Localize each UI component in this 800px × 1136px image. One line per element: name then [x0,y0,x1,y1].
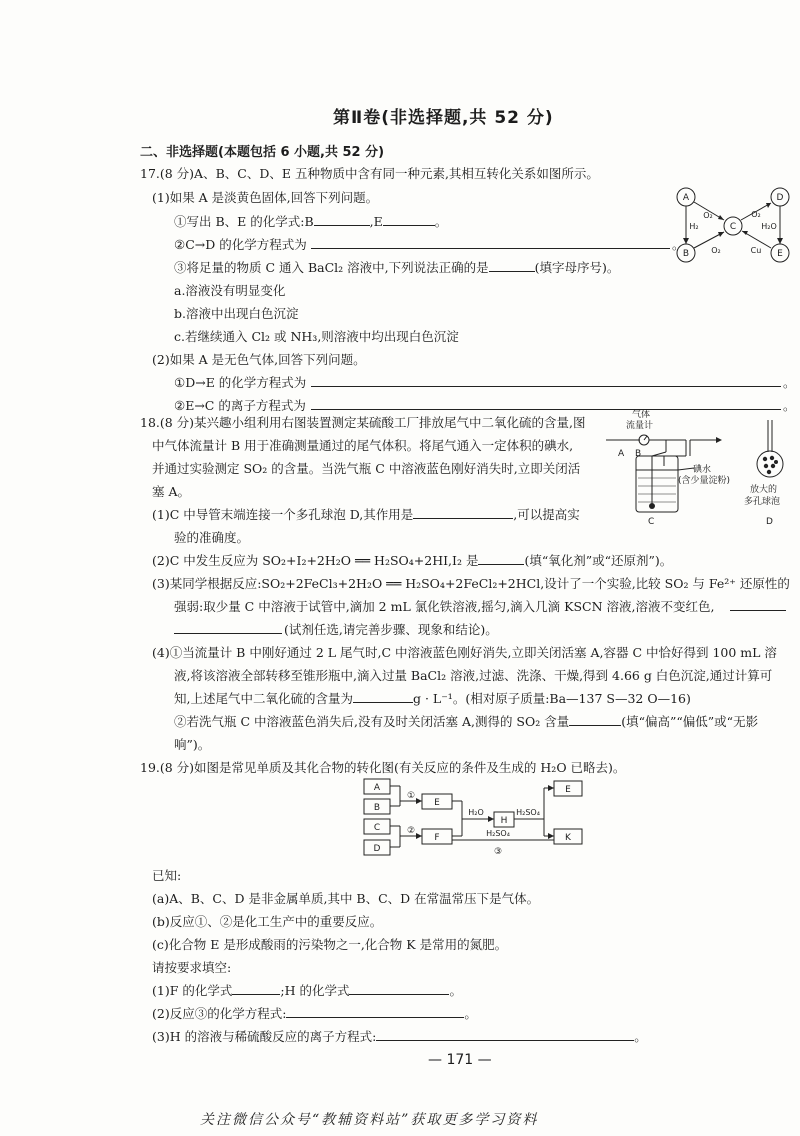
q19-reaction-1-label: ① [406,791,416,801]
q19-reaction-3-label: ③ [493,847,503,857]
q18-p4-line5: 响”)。 [174,737,211,752]
q17-edge-label-ec: Cu [750,246,762,255]
q17-p1-1-end: 。 [434,214,448,229]
q18-line-3: 并通过实验测定 SO₂ 的含量。当洗气瓶 C 中溶液蓝色刚好消失时,立即关闭活 [152,461,581,476]
q17-node-d-label: D [776,193,784,203]
q19-box-e1-label: E [434,798,440,808]
q18-p4-3-prefix: 知,上述尾气中二氧化硫的含量为 [174,691,353,706]
footer-note: 关注微信公众号“教辅资料站”获取更多学习资料 [200,1112,539,1128]
q19-box-f-label: F [434,833,440,843]
q19-known: 已知: [152,868,182,883]
q19-request: 请按要求填空: [152,960,232,975]
q17-option-c: c.若继续通入 Cl₂ 或 NH₃,则溶液中均出现白色沉淀 [174,329,459,344]
q17-p1-3-prefix: ③将足量的物质 C 通入 BaCl₂ 溶液中,下列说法正确的是 [174,260,489,275]
q18-p1-prefix: (1)C 中导管末端连接一个多孔球泡 D,其作用是 [152,507,414,522]
q19-fill-2 [152,1004,477,1022]
q17-dot-1: 。 [672,237,685,252]
q17-stem: 17.(8 分)A、B、C、D、E 五种物质中含有同一种元素,其相互转化关系如图所示。 [140,166,599,181]
q19-known-b: (b)反应①、②是化工生产中的重要反应。 [152,914,383,929]
q19-box-a-label: A [373,783,381,793]
q18-bottle-c-label: C [648,517,655,526]
q18-line-2: 中气体流量计 B 用于准确测量通过的尾气体积。将尾气通入一定体积的碘水, [152,438,574,453]
q19-blank-equation[interactable] [286,1005,464,1018]
q19-fill-3-end: 。 [634,1029,647,1044]
q18-p4-3-suffix: g · L⁻¹。(相对原子质量:Ba—137 S—32 O—16) [412,691,691,706]
q17-p2-2: ②E→C 的离子方程式为 [174,398,306,413]
q19-fill-2-end: 。 [464,1006,477,1021]
q18-line-1: 18.(8 分)某兴趣小组利用右图装置测定某硫酸工厂排放尾气中二氧化硫的含量,图 [140,415,586,430]
q17-p1-1-prefix: ①写出 B、E 的化学式:B [174,214,314,229]
q18-p4-line2: 液,将该溶液全部转移至锥形瓶中,滴入过量 BaCl₂ 溶液,过滤、洗涤、干燥,得到 4.66 g 白色沉淀,通过计算可 [174,668,773,683]
q19-h2so4-label-2: H₂SO₄ [486,829,510,838]
q19-stem: 19.(8 分)如图是常见单质及其化合物的转化图(有关反应的条件及生成的 H₂O 已略去)。 [140,760,626,775]
q19-fill-2-prefix: (2)反应③的化学方程式: [152,1006,287,1021]
q17-answer-line-cd[interactable] [311,248,670,249]
q19-box-e2-label: E [565,785,571,795]
q19-known-c: (c)化合物 E 是形成酸雨的污染物之一,化合物 K 是常用的氮肥。 [152,937,508,952]
q19-h2o-label: H₂O [468,808,484,817]
q18-apparatus-diagram [606,408,798,526]
q18-answer-line-3a[interactable] [730,610,786,611]
q18-p4-4-prefix: ②若洗气瓶 C 中溶液蓝色消失后,没有及时关闭活塞 A,测得的 SO₂ 含量 [174,714,570,729]
q19-fill-1-mid: ;H 的化学式 [280,983,350,998]
q17-node-b-label: B [682,249,690,259]
q17-part2: (2)如果 A 是无色气体,回答下列问题。 [152,352,366,367]
q17-p1-1 [174,212,447,230]
q18-p4-line4 [174,712,758,730]
q19-known-a: (a)A、B、C、D 是非金属单质,其中 B、C、D 在常温常压下是气体。 [152,891,540,906]
q19-h2so4-label-1: H₂SO₄ [516,808,540,817]
q18-meter-label-2: 流量计 [626,421,654,431]
q19-box-k-label: K [565,833,571,843]
q18-iodine-label-1: 碘水 [693,465,712,475]
q19-box-b-label: B [373,803,381,813]
q17-node-e-label: E [777,249,783,259]
q17-p1-1-mid: ,E [369,214,383,229]
q18-blank-agent[interactable] [478,552,524,565]
q18-p4-line3 [174,689,691,707]
q18-iodine-label-2: (含少量淀粉) [678,476,731,486]
page-number: — 171 — [428,1052,492,1068]
q17-dot-3: 。 [783,398,796,413]
q18-meter-b-label: B [635,449,642,459]
q17-blank-b[interactable] [314,213,370,226]
q17-node-a-label: A [682,193,690,203]
q18-blank-role[interactable] [413,506,513,519]
q17-edge-label-cd: O₂ [751,210,761,219]
q17-p2-1: ①D→E 的化学方程式为 [174,375,307,390]
q17-p1-2: ②C→D 的化学方程式为 [174,237,307,252]
q17-part1: (1)如果 A 是淡黄色固体,回答下列问题。 [152,190,379,205]
q18-bubble-label-2: 多孔球泡 [744,497,781,507]
q19-blank-h[interactable] [349,982,449,995]
q19-fill-3-prefix: (3)H 的溶液与稀硫酸反应的离子方程式: [152,1029,377,1044]
q19-fill-1-prefix: (1)F 的化学式 [152,983,233,998]
q18-blank-effect[interactable] [569,713,621,726]
q19-fill-1 [152,981,462,999]
q17-blank-choice[interactable] [489,259,535,272]
q17-option-b: b.溶液中出现白色沉淀 [174,306,299,321]
q18-bubble-d-label: D [766,517,773,526]
q18-valve-a-label: A [618,449,625,459]
q17-edge-label-ac: O₂ [703,211,713,220]
q17-option-a: a.溶液没有明显变化 [174,283,286,298]
q18-p3-line3: (试剂任选,请完善步骤、现象和结论)。 [284,622,498,637]
q17-node-c-label: C [729,222,737,232]
q17-edge-label-de: H₂O [761,222,777,231]
q18-p3-line2: 强弱:取少量 C 中溶液于试管中,滴加 2 mL 氯化铁溶液,摇匀,滴入几滴 KSCN 溶液,溶液不变红色, [174,599,715,614]
q17-answer-line-de[interactable] [311,386,781,387]
q19-blank-ionic[interactable] [376,1028,634,1041]
q18-p1 [152,505,580,523]
q17-edge-label-ab: H₂ [689,222,699,231]
q17-p1-3 [174,258,619,276]
q18-p2-prefix: (2)C 中发生反应为 SO₂+I₂+2H₂O ══ H₂SO₄+2HI,I₂ 是 [152,553,479,568]
q17-blank-e[interactable] [383,213,435,226]
q17-dot-2: 。 [783,375,796,390]
q18-p4-4-suffix: (填“偏高”“偏低”或“无影 [621,714,759,729]
q18-blank-content[interactable] [353,690,413,703]
q18-p1-suffix: ,可以提高实 [513,507,580,522]
q19-fill-3 [152,1027,647,1045]
page-title: 第Ⅱ卷(非选择题,共 52 分) [333,108,554,128]
q17-edge-label-bc: O₂ [711,246,721,255]
q18-p1-cont: 验的准确度。 [174,530,250,545]
q18-line-4: 塞 A。 [152,484,191,499]
q18-meter-label-1: 气体 [632,410,651,420]
q17-conversion-diagram [672,182,798,272]
q19-box-d-label: D [373,844,381,854]
q19-box-h-label: H [500,816,508,826]
q18-p4-line1: (4)①当流量计 B 中刚好通过 2 L 尾气时,C 中溶液蓝色刚好消失,立即关闭活塞 A,容器 C 中恰好得到 100 mL 溶 [152,645,777,660]
q18-p3-line1: (3)某同学根据反应:SO₂+2FeCl₃+2H₂O ══ H₂SO₄+2FeCl₂+2HCl,设计了一个实验,比较 SO₂ 与 Fe²⁺ 还原性的 [152,576,790,591]
q19-reaction-2-label: ② [406,826,416,836]
q18-answer-line-3b[interactable] [174,633,282,634]
q18-p2 [152,551,672,569]
q19-box-c-label: C [373,823,381,833]
q19-blank-f[interactable] [232,982,280,995]
q19-conversion-diagram [358,776,598,860]
q19-fill-1-end: 。 [449,983,462,998]
q17-p1-3-suffix: (填字母序号)。 [534,260,620,275]
q18-p2-suffix: (填“氧化剂”或“还原剂”)。 [524,553,673,568]
q18-bubble-label-1: 放大的 [750,485,778,495]
q18-wash-bottle [636,456,678,512]
section-heading: 二、非选择题(本题包括 6 小题,共 52 分) [140,145,385,160]
